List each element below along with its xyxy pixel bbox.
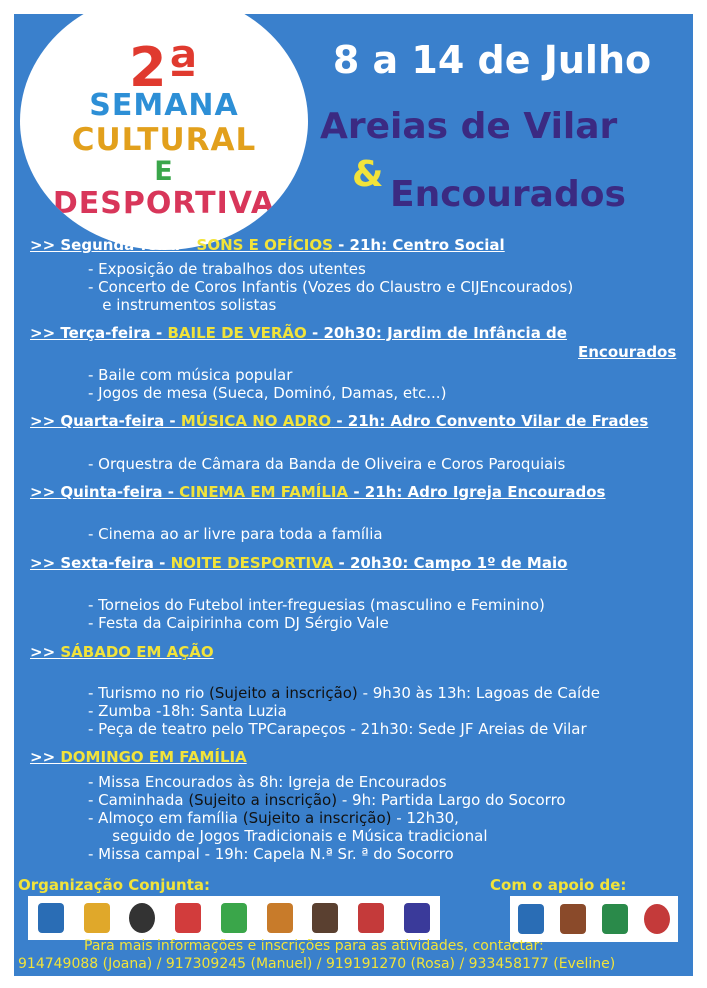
place-encourados: Encourados [390, 174, 626, 215]
day-prefix: >> [30, 748, 61, 766]
list-item: - Torneios do Futebol inter-freguesias (masculino e Feminino) [88, 596, 545, 614]
registration-note: (Sujeito a inscrição) [242, 809, 392, 827]
event-logo [20, 14, 308, 250]
day-heading-sabado [30, 643, 214, 661]
list-item: - Festa da Caipirinha com DJ Sérgio Vale [88, 614, 389, 632]
registration-note: (Sujeito a inscrição) [188, 791, 338, 809]
day-heading-sexta [30, 554, 567, 572]
list-item [88, 791, 566, 809]
tpc-logo-icon [644, 904, 670, 934]
day-heading-segunda [30, 236, 505, 254]
day-theme: SÁBADO EM AÇÃO [60, 643, 214, 661]
day-heading-quarta [30, 412, 648, 430]
supporter-logos [510, 896, 678, 942]
logo-edition: 2ª [128, 36, 200, 99]
list-item: - Zumba -18h: Santa Luzia [88, 702, 287, 720]
day-detail: - 21h: Adro Igreja Encourados [348, 483, 606, 501]
list-item [88, 809, 459, 827]
dancer-logo-icon [358, 903, 384, 933]
logo-line-semana: SEMANA [89, 88, 239, 123]
day-heading-quinta [30, 483, 606, 501]
list-item: - Missa campal - 19h: Capela N.ª Sr. ª do Socorro [88, 845, 454, 863]
wreath-logo-icon [602, 904, 628, 934]
list-item: - Exposição de trabalhos dos utentes [88, 260, 366, 278]
activity-text: - Turismo no rio [88, 684, 210, 702]
place-areias-de-vilar: Areias de Vilar [320, 106, 618, 147]
day-theme: CINEMA EM FAMÍLIA [179, 483, 349, 501]
day-heading-terca [30, 324, 567, 342]
day-theme: SONS E OFÍCIOS [196, 236, 333, 254]
list-item: - Concerto de Coros Infantis (Vozes do Claustro e CIJEncourados) [88, 278, 574, 296]
list-item: e instrumentos solistas [88, 296, 277, 314]
list-item: - Baile com música popular [88, 366, 293, 384]
day-prefix: >> [30, 643, 61, 661]
choir-logo-icon [267, 903, 293, 933]
day-theme: NOITE DESPORTIVA [170, 554, 334, 572]
day-detail: - 20h30: Campo 1º de Maio [333, 554, 568, 572]
activity-time-place: - 9h30 às 13h: Lagoas de Caíde [357, 684, 600, 702]
day-prefix: >> Quinta-feira - [30, 483, 180, 501]
activity-text: - Almoço em família [88, 809, 243, 827]
claustro-logo-icon [129, 903, 155, 933]
list-item: - Orquestra de Câmara da Banda de Oliveira e Coros Paroquiais [88, 455, 566, 473]
organization-title: Organização Conjunta: [18, 876, 211, 894]
day-prefix: >> Quarta-feira - [30, 412, 181, 430]
list-item: - Cinema ao ar livre para toda a família [88, 525, 383, 543]
list-item [88, 684, 600, 702]
day-heading-domingo [30, 748, 247, 766]
choir-areias-logo-icon [312, 903, 338, 933]
day-detail: - 20h30: Jardim de Infância de [306, 324, 567, 342]
organizer-logos [28, 896, 440, 940]
day-detail-continued: Encourados [578, 343, 677, 361]
star-logo-icon [84, 903, 110, 933]
rooster-logo-icon [560, 904, 586, 934]
day-theme: MÚSICA NO ADRO [180, 412, 332, 430]
activity-text: - Caminhada [88, 791, 189, 809]
logo-line-desportiva: DESPORTIVA [52, 186, 276, 221]
contact-info: Para mais informações e inscrições para as atividades, contactar: [84, 938, 544, 954]
activity-time-place: - 12h30, [391, 809, 459, 827]
day-detail: - 21h: Adro Convento Vilar de Frades [331, 412, 649, 430]
list-item: - Peça de teatro pelo TPCarapeços - 21h30: Sede JF Areias de Vilar [88, 720, 587, 738]
ampersand: & [352, 154, 384, 195]
contact-phones: 914749088 (Joana) / 917309245 (Manuel) / 919191270 (Rosa) / 933458177 (Eveline) [18, 956, 616, 972]
day-prefix: >> Segunda-feira - [30, 236, 197, 254]
day-prefix: >> Terça-feira - [30, 324, 168, 342]
day-theme: DOMINGO EM FAMÍLIA [60, 748, 247, 766]
poster [14, 14, 693, 976]
cij-logo-icon [221, 903, 247, 933]
logo-line-e: E [154, 156, 174, 187]
list-item: seguido de Jogos Tradicionais e Música tradicional [98, 827, 488, 845]
day-prefix: >> Sexta-feira - [30, 554, 171, 572]
day-theme: BAILE DE VERÃO [167, 324, 307, 342]
day-detail: - 21h: Centro Social [332, 236, 505, 254]
municipal-crest-icon [518, 904, 544, 934]
support-title: Com o apoio de: [490, 876, 627, 894]
list-item: - Missa Encourados às 8h: Igreja de Encourados [88, 773, 447, 791]
event-dates: 8 a 14 de Julho [332, 38, 652, 82]
registration-note: (Sujeito a inscrição) [209, 684, 358, 702]
parish-crest-icon [38, 903, 64, 933]
list-item: - Jogos de mesa (Sueca, Dominó, Damas, etc...) [88, 384, 447, 402]
child-figure-logo-icon [175, 903, 201, 933]
logo-line-cultural: CULTURAL [71, 122, 257, 158]
football-logo-icon [404, 903, 430, 933]
activity-time-place: - 9h: Partida Largo do Socorro [337, 791, 566, 809]
